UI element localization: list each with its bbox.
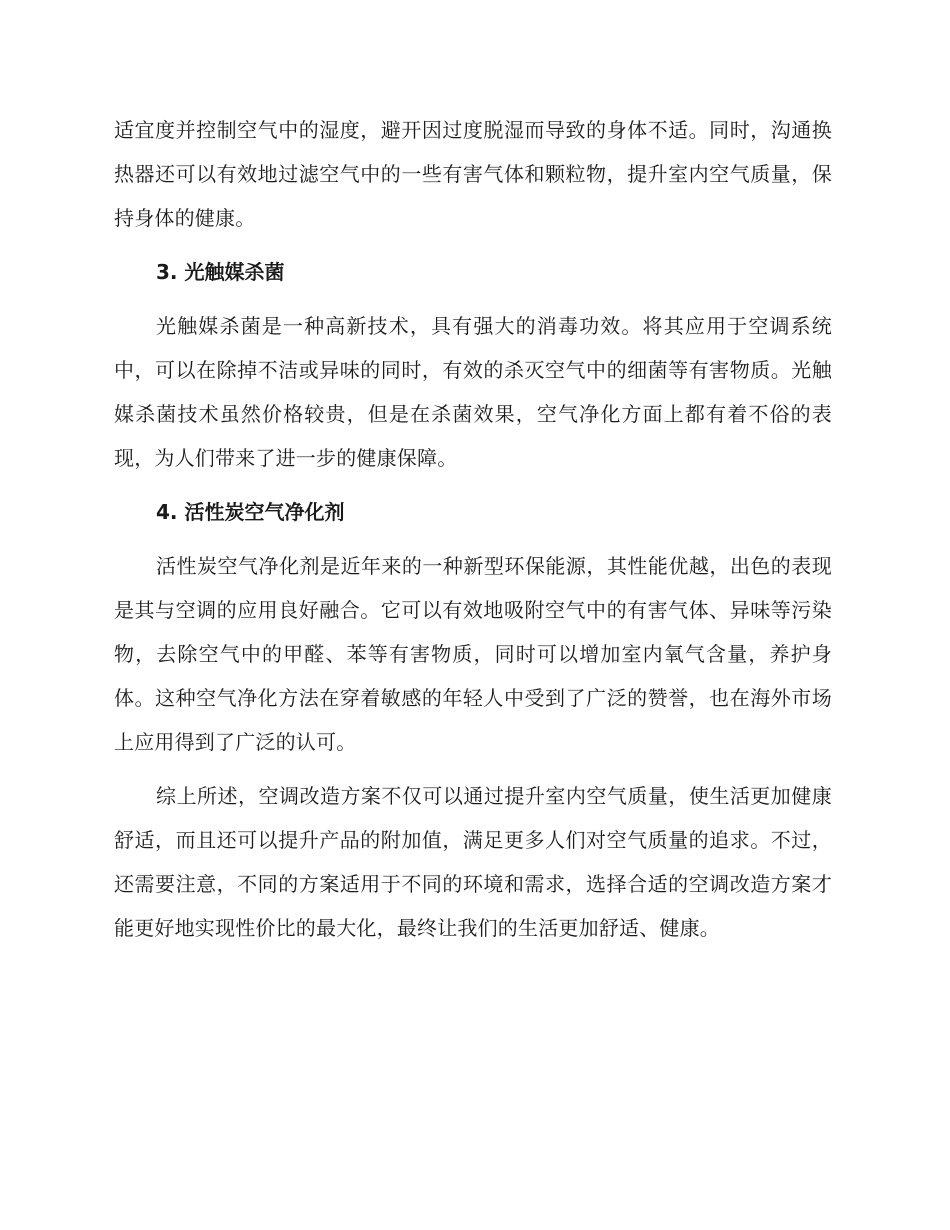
paragraph-conclusion: 综上所述，空调改造方案不仅可以通过提升室内空气质量，使生活更加健康舒适，而且还可以提升产品的附加值，满足更多人们对空气质量的追求。不过，还需要注意，不同的方案适用于不同的环境和需求，选择合适的空调改造方案才能更好地实现性价比的最大化，最终让我们的生活更加舒适、健康。 [114, 784, 832, 940]
paragraph-photocatalyst: 光触媒杀菌是一种高新技术，具有强大的消毒功效。将其应用于空调系统中，可以在除掉不洁或异味的同时，有效的杀灭空气中的细菌等有害物质。光触媒杀菌技术虽然价格较贵，但是在杀菌效果，空气净化方面上都有着不俗的表现，为人们带来了进一步的健康保障。 [114, 314, 832, 470]
paragraph-continued: 适宜度并控制空气中的湿度，避开因过度脱湿而导致的身体不适。同时，沟通换热器还可以有效地过滤空气中的一些有害气体和颗粒物，提升室内空气质量，保持身体的健康。 [114, 118, 832, 230]
section-heading-photocatalyst: 3. 光触媒杀菌 [156, 260, 285, 284]
paragraph-activated-carbon: 活性炭空气净化剂是近年来的一种新型环保能源，其性能优越，出色的表现是其与空调的应用良好融合。它可以有效地吸附空气中的有害气体、异味等污染物，去除空气中的甲醛、苯等有害物质，同时可以增加室内氧气含量，养护身体。这种空气净化方法在穿着敏感的年轻人中受到了广泛的赞誉，也在海外市场上应用得到了广泛的认可。 [114, 554, 832, 754]
section-heading-activated-carbon: 4. 活性炭空气净化剂 [156, 500, 345, 524]
